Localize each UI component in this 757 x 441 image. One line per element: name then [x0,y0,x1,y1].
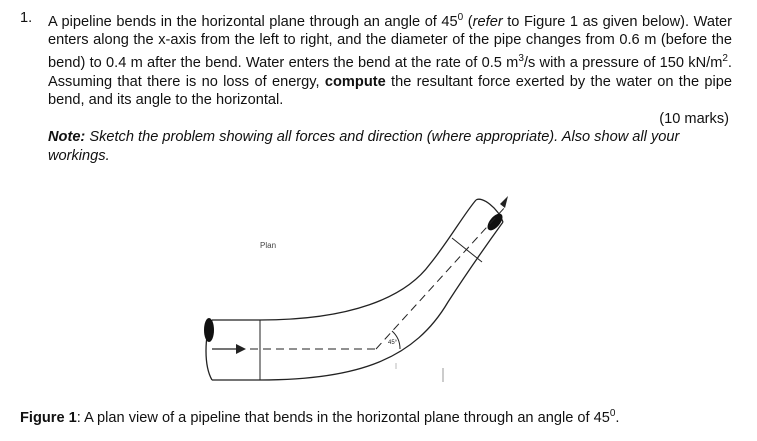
pipe-bend-diagram [190,178,530,393]
question-text: A pipeline bends in the horizontal plane through an angle of $45^0$ (refer to Figure 1 as given below). Water enters along the x-axis from the left to right, and the diameter of the pipe changes from 0.6 m (before the bend) to 0.4 m after the bend. Water enters the bend at the rate of 0.5 $m^3/s$ with a pressure of 150 $kN/m^2$. Assuming that there is no loss of energy, compute the resultant force exerted by the water on the pipe bend, and its angle to the horizontal. [48,12,733,109]
note-text: Note: Sketch the problem showing all forces and direction (where appropriate). Also show all your workings. [48,129,680,164]
figure-caption: Figure 1: A plan view of a pipeline that bends in the horizontal plane through an angle of $45^0$. [20,408,620,426]
note-label: Note: [48,129,86,146]
pipe-outer-wall [212,222,503,380]
outlet-section-line [452,238,482,262]
pipe-bend-figure [190,178,530,393]
angle-label: 45° [388,340,398,346]
compute-keyword: compute [324,73,386,90]
degree-superscript: 0 [457,12,464,23]
square-superscript: 2 [722,53,728,65]
inclined-centreline [376,206,506,349]
outlet-pressure-blob [485,211,506,233]
question-number: 1. [20,10,33,26]
plan-label: Plan [260,241,277,250]
question-block [20,9,732,165]
marks-label: (10 marks) [659,110,729,127]
cubic-superscript: 3 [518,53,524,65]
pipe-inner-wall [212,200,476,320]
inlet-pressure-blob [204,318,214,342]
caption-label: Figure 1 [20,409,77,426]
inlet-arrow-head [236,344,246,354]
outlet-arrow-head [500,196,508,208]
